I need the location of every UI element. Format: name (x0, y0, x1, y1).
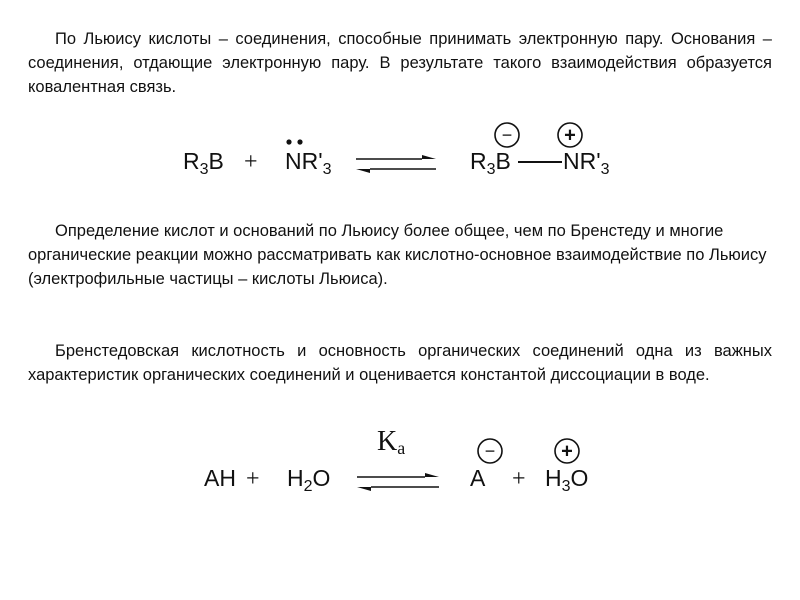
backward-arrow-head (356, 169, 370, 173)
product-nr3 (563, 150, 610, 178)
forward-arrow-head (422, 155, 436, 159)
reactant-nr3 (285, 150, 332, 178)
plus-sign-1: + (244, 149, 258, 175)
paragraph-lewis-definition-text: По Льюису кислоты – соединения, способные принимать электронную пару. Основания – соединения, отдающие электронную пару. В результате такого взаимодействия образуется ковалентная связь. (28, 30, 772, 96)
reactant-nr3-base: NR' (285, 148, 323, 174)
paragraph-lewis-general-text: Определение кислот и оснований по Льюису более общее, чем по Бренстеду и многие органические реакции можно рассматривать как кислотно-основное взаимодействие по Льюису (электрофильные частицы – кислоты Льюиса). (28, 222, 767, 288)
reactant-water-tail: O (312, 465, 331, 491)
paragraph-bronsted (28, 339, 772, 387)
positive-charge-sign: + (564, 124, 576, 147)
product-r3b-base: R (470, 148, 487, 174)
covalent-bond-line (518, 160, 562, 164)
plus-sign-3: + (512, 466, 526, 492)
product-r3b-tail: B (495, 148, 511, 174)
positive-charge-sign-2: + (561, 440, 573, 463)
equilibrium-arrows-1 (356, 152, 436, 176)
product-anion: A (470, 465, 486, 491)
reactant-r3b-base: R (183, 148, 200, 174)
paragraph-lewis-definition (28, 27, 772, 99)
dissociation-constant-label (377, 428, 405, 457)
product-nr3-base: NR' (563, 148, 601, 174)
negative-charge-sign-2: − (484, 441, 496, 461)
constant-base: K (377, 426, 398, 457)
constant-sub: a (397, 438, 406, 458)
product-hydronium-sub: 3 (561, 478, 571, 495)
negative-charge-icon (493, 121, 521, 149)
positive-charge-icon (556, 121, 584, 149)
plus-sign-2: + (246, 466, 260, 492)
paragraph-lewis-general (28, 219, 772, 291)
backward-arrow-head-2 (357, 487, 371, 491)
reactant-r3b-tail: B (208, 148, 224, 174)
reactant-r3b-sub: 3 (199, 161, 209, 178)
negative-charge-sign: − (501, 125, 513, 145)
reactant-water-sub: 2 (303, 478, 313, 495)
reactant-nr3-sub: 3 (322, 161, 332, 178)
equilibrium-arrows-2 (357, 470, 439, 494)
reactant-ah: AH (204, 465, 236, 491)
reactant-r3b (183, 150, 224, 178)
positive-charge-icon-2 (553, 437, 581, 465)
product-hydronium (545, 467, 588, 495)
product-nr3-sub: 3 (600, 161, 610, 178)
negative-charge-icon-2 (476, 437, 504, 465)
lone-pair-dots (284, 138, 306, 146)
forward-arrow-head-2 (425, 473, 439, 477)
reactant-water (287, 467, 330, 495)
product-r3b (470, 150, 511, 178)
paragraph-bronsted-text: Бренстедовская кислотность и основность органических соединений одна из важных характеристик органических соединений и оценивается константой диссоциации в воде. (28, 342, 772, 384)
product-hydronium-tail: O (570, 465, 589, 491)
reactant-water-base: H (287, 465, 304, 491)
product-r3b-sub: 3 (486, 161, 496, 178)
product-hydronium-base: H (545, 465, 562, 491)
